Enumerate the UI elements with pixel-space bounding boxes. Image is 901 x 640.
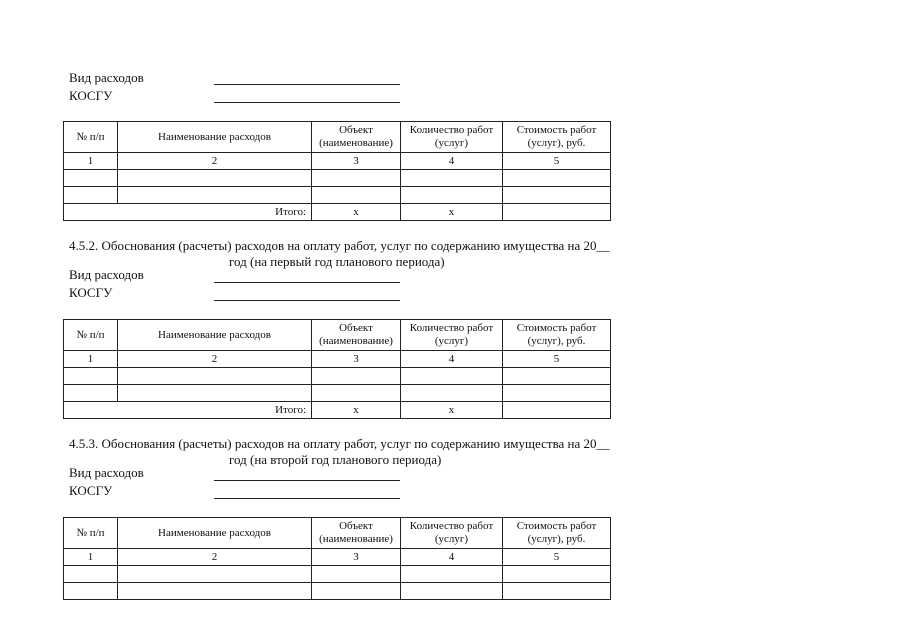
section-subheading-453: год (на второй год планового периода) (229, 452, 442, 467)
header-num: № п/п (64, 320, 118, 351)
table-cell[interactable] (64, 566, 118, 583)
table-cell[interactable] (401, 583, 503, 600)
table-cell[interactable] (401, 187, 503, 204)
column-number: 5 (503, 549, 611, 566)
expense-table (63, 517, 611, 600)
total-label: Итого: (64, 204, 312, 221)
table-cell[interactable] (312, 368, 401, 385)
section-heading-452: 4.5.2. Обоснования (расчеты) расходов на оплату работ, услуг по содержанию имущества на 20__ (69, 238, 610, 253)
table-cell[interactable] (64, 583, 118, 600)
table-cell[interactable] (503, 385, 611, 402)
table-cell[interactable] (312, 187, 401, 204)
header-quantity: Количество работ (услуг) (401, 518, 503, 549)
column-number: 1 (64, 549, 118, 566)
header-object: Объект (наименование) (312, 320, 401, 351)
table-header-row (64, 518, 611, 549)
kosgu-label: КОСГУ (69, 483, 113, 498)
vid-rashodov-field[interactable] (214, 84, 400, 85)
header-name: Наименование расходов (118, 122, 312, 153)
table-cell[interactable] (312, 170, 401, 187)
section-block-453 (0, 436, 901, 636)
kosgu-label: КОСГУ (69, 285, 113, 300)
table-cell[interactable] (503, 170, 611, 187)
header-cost: Стоимость работ (услуг), руб. (503, 518, 611, 549)
column-number: 4 (401, 153, 503, 170)
section-subheading-452: год (на первый год планового периода) (229, 254, 445, 269)
column-number: 3 (312, 549, 401, 566)
table-cell[interactable] (118, 385, 312, 402)
table-row (64, 187, 611, 204)
vid-rashodov-label: Вид расходов (69, 465, 144, 480)
column-number: 1 (64, 351, 118, 368)
column-number: 4 (401, 549, 503, 566)
table-header-row (64, 122, 611, 153)
column-number: 5 (503, 351, 611, 368)
table-header-row (64, 320, 611, 351)
total-label: Итого: (64, 402, 312, 419)
total-quantity-mark: x (401, 204, 503, 221)
section-heading-453: 4.5.3. Обоснования (расчеты) расходов на оплату работ, услуг по содержанию имущества на 20__ (69, 436, 610, 451)
table-cell[interactable] (64, 368, 118, 385)
column-numbers-row (64, 549, 611, 566)
total-object-mark: x (312, 402, 401, 419)
header-object: Объект (наименование) (312, 518, 401, 549)
header-quantity: Количество работ (услуг) (401, 320, 503, 351)
vid-rashodov-field[interactable] (214, 282, 400, 283)
table-cell[interactable] (401, 566, 503, 583)
table-cell[interactable] (64, 385, 118, 402)
total-row (64, 402, 611, 419)
column-number: 3 (312, 351, 401, 368)
table-cell[interactable] (503, 368, 611, 385)
header-name: Наименование расходов (118, 518, 312, 549)
table-cell[interactable] (401, 170, 503, 187)
column-number: 4 (401, 351, 503, 368)
total-cost-cell[interactable] (503, 402, 611, 419)
table-row (64, 170, 611, 187)
table-cell[interactable] (118, 583, 312, 600)
table-row (64, 583, 611, 600)
table-row (64, 385, 611, 402)
kosgu-field[interactable] (214, 498, 400, 499)
header-num: № п/п (64, 518, 118, 549)
expense-table (63, 319, 611, 419)
table-cell[interactable] (401, 385, 503, 402)
kosgu-field[interactable] (214, 102, 400, 103)
section-block-452 (0, 238, 901, 438)
column-number: 5 (503, 153, 611, 170)
header-cost: Стоимость работ (услуг), руб. (503, 122, 611, 153)
table-cell[interactable] (118, 566, 312, 583)
table-cell[interactable] (503, 187, 611, 204)
vid-rashodov-field[interactable] (214, 480, 400, 481)
kosgu-label: КОСГУ (69, 88, 113, 103)
column-number: 3 (312, 153, 401, 170)
table-cell[interactable] (503, 566, 611, 583)
table-cell[interactable] (312, 566, 401, 583)
header-name: Наименование расходов (118, 320, 312, 351)
table-cell[interactable] (312, 385, 401, 402)
column-number: 2 (118, 153, 312, 170)
column-number: 1 (64, 153, 118, 170)
table-cell[interactable] (64, 187, 118, 204)
table-cell[interactable] (64, 170, 118, 187)
table-cell[interactable] (401, 368, 503, 385)
header-num: № п/п (64, 122, 118, 153)
column-number: 2 (118, 549, 312, 566)
total-cost-cell[interactable] (503, 204, 611, 221)
table-cell[interactable] (118, 187, 312, 204)
table-cell[interactable] (312, 583, 401, 600)
column-numbers-row (64, 153, 611, 170)
total-object-mark: x (312, 204, 401, 221)
total-quantity-mark: x (401, 402, 503, 419)
total-row (64, 204, 611, 221)
column-number: 2 (118, 351, 312, 368)
table-row (64, 566, 611, 583)
header-quantity: Количество работ (услуг) (401, 122, 503, 153)
table-cell[interactable] (503, 583, 611, 600)
kosgu-field[interactable] (214, 300, 400, 301)
column-numbers-row (64, 351, 611, 368)
expense-table (63, 121, 611, 221)
table-cell[interactable] (118, 368, 312, 385)
table-row (64, 368, 611, 385)
header-cost: Стоимость работ (услуг), руб. (503, 320, 611, 351)
header-object: Объект (наименование) (312, 122, 401, 153)
vid-rashodov-label: Вид расходов (69, 70, 144, 85)
vid-rashodov-label: Вид расходов (69, 267, 144, 282)
table-cell[interactable] (118, 170, 312, 187)
